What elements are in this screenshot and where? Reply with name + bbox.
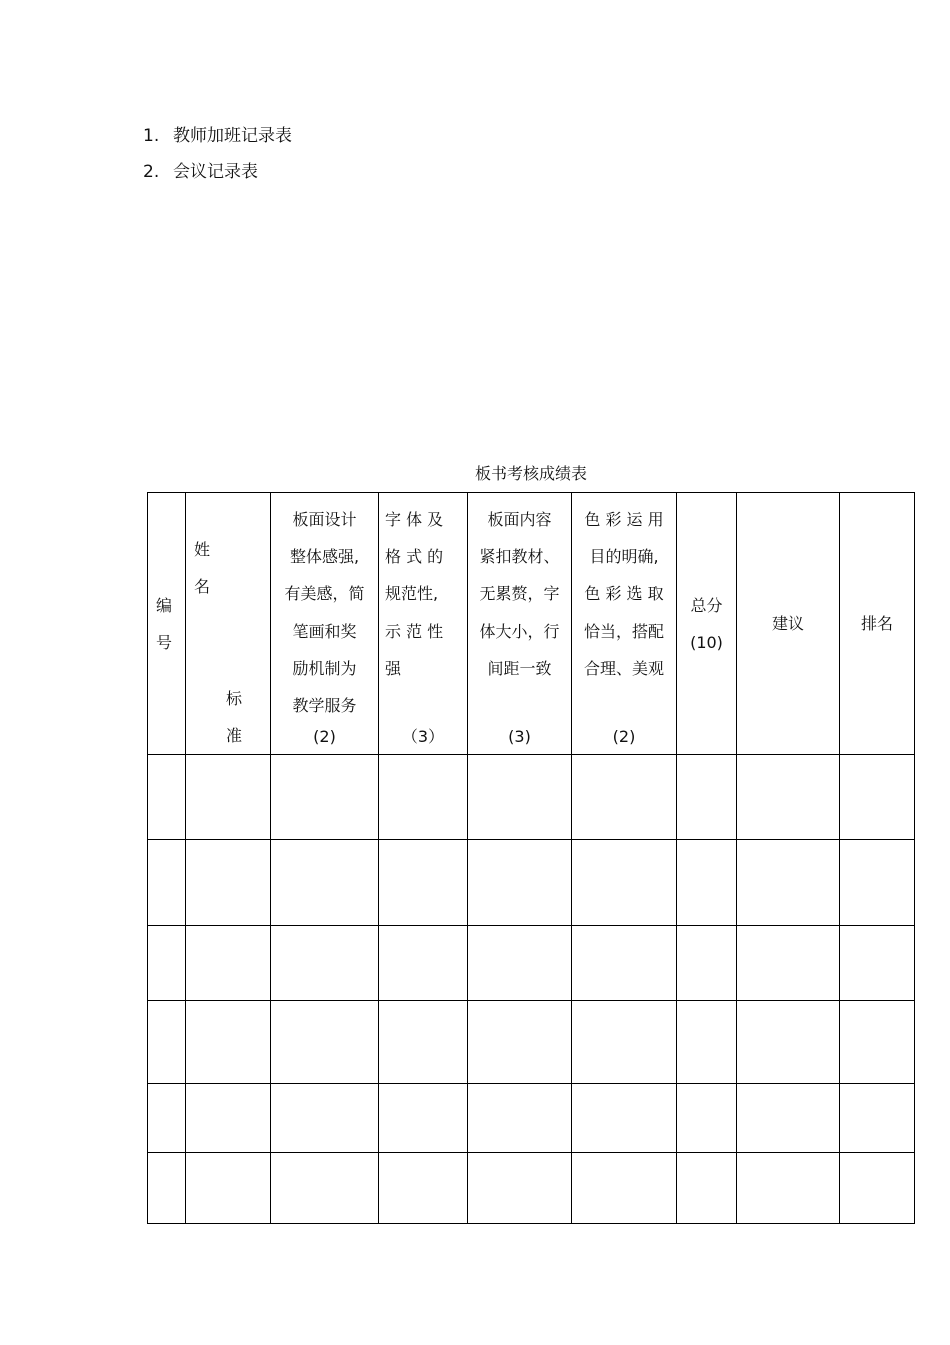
header-text: 板面设计 [292, 510, 357, 529]
header-text: 笔画和奖 [292, 621, 357, 641]
header-text: 教学服务 [292, 696, 357, 716]
header-cell-rank [840, 493, 915, 755]
table-row [148, 1084, 915, 1153]
table-row [148, 1001, 915, 1084]
header-text: 名 [194, 577, 211, 596]
list-item [143, 160, 292, 196]
header-text: 目的明确, [589, 547, 659, 567]
list-number: 1. [143, 126, 160, 146]
header-row [148, 493, 915, 755]
table-row [148, 755, 915, 840]
header-text: 编 [156, 596, 173, 615]
table-row [148, 840, 915, 926]
header-text: 间距一致 [487, 658, 552, 678]
header-text: 恰当，搭配 [583, 621, 664, 641]
header-cell-format [379, 493, 468, 755]
header-score: （3） [401, 727, 445, 746]
header-text: 色 彩 运 用 [584, 510, 664, 529]
header-cell-advice [737, 493, 840, 755]
header-text: 规范性, [385, 584, 439, 604]
header-cell-bianhao [148, 493, 186, 755]
header-text: 准 [226, 726, 243, 745]
header-text: 号 [156, 633, 173, 652]
header-text: 合理、美观 [583, 658, 664, 678]
table-row [148, 1153, 915, 1224]
header-text: 格 式 的 [385, 547, 444, 567]
header-text: 无累赘，字 [479, 584, 560, 604]
header-cell-design [271, 493, 379, 755]
header-text: 板面内容 [487, 510, 552, 529]
header-score: (3) [508, 727, 531, 746]
list-text: 会议记录表 [173, 162, 258, 182]
header-cell-color [572, 493, 677, 755]
header-text: 字 体 及 [385, 510, 444, 529]
header-cell-content [468, 493, 572, 755]
header-cell-name-standard [186, 493, 271, 755]
header-text: 建议 [771, 614, 804, 633]
header-cell-total [677, 493, 737, 755]
header-text: 紧扣教材、 [479, 547, 560, 567]
list-item [143, 124, 292, 160]
header-text: 排名 [860, 614, 893, 633]
header-score: (2) [612, 727, 636, 746]
header-text: 示 范 性 [385, 621, 444, 641]
header-text: 励机制为 [292, 658, 357, 678]
header-text: 整体感强, [289, 547, 360, 567]
header-text: 标 [226, 689, 243, 708]
table-title: 板书考核成绩表 [474, 464, 587, 483]
header-text: 总分 [690, 596, 723, 615]
header-score: (2) [313, 727, 336, 746]
header-text: 有美感，简 [284, 584, 365, 604]
list-text: 教师加班记录表 [173, 126, 292, 146]
header-text: (10) [690, 633, 723, 652]
document-list [143, 124, 292, 196]
table-row [148, 926, 915, 1001]
score-table [147, 492, 915, 1224]
list-number: 2. [143, 162, 160, 182]
header-text: 强 [385, 658, 402, 678]
header-text: 体大小，行 [479, 621, 560, 641]
header-text: 色 彩 选 取 [584, 584, 664, 604]
header-text: 姓 [194, 540, 211, 559]
